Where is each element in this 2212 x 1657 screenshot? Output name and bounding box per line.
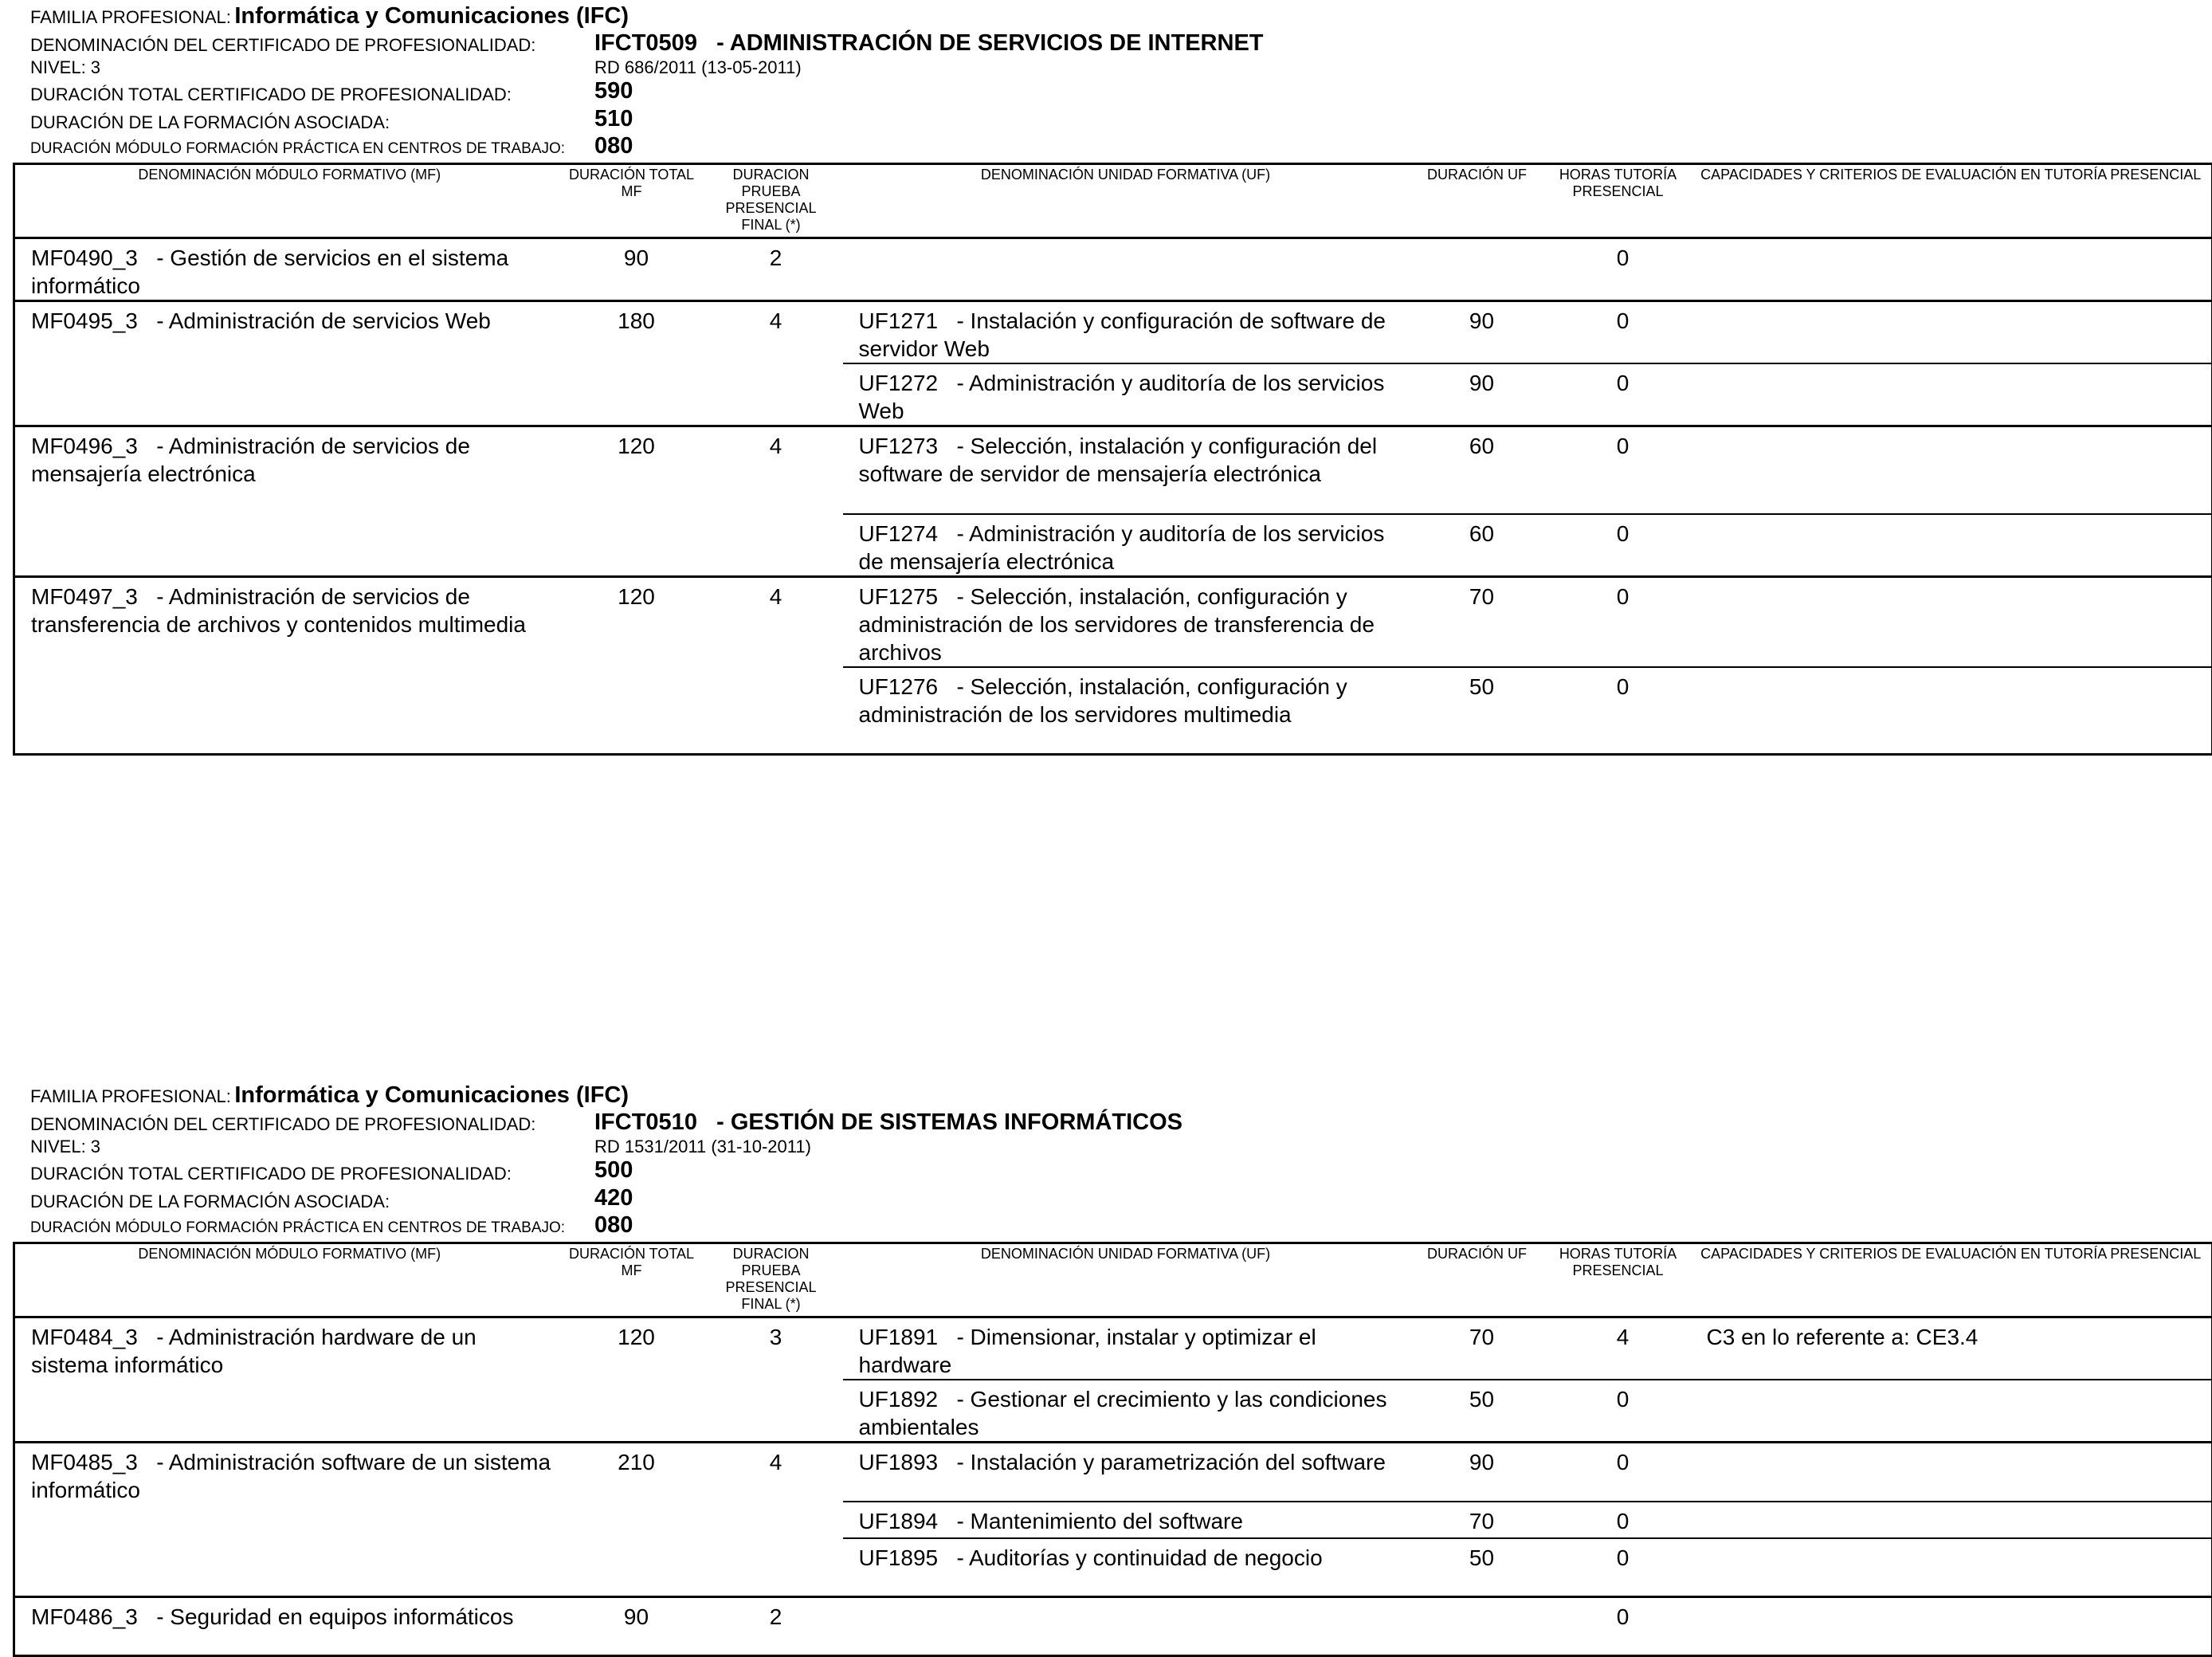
denominacion-value: IFCT0510 - GESTIÓN DE SISTEMAS INFORMÁTICOS [594,1109,1182,1135]
horas-cell: 0 [1546,1597,1691,1656]
uf-cell: UF1895 - Auditorías y continuidad de negocio [843,1538,1409,1597]
capacidades-cell [1691,238,2212,301]
familia-value: Informática y Comunicaciones (IFC) [234,3,629,29]
table-row [14,301,2212,364]
denominacion-value: IFCT0509 - ADMINISTRACIÓN DE SERVICIOS DE INTERNET [594,30,1264,56]
duracion-formacion-value: 420 [594,1185,633,1211]
prueba-cell: 2 [700,238,843,301]
table-row [14,426,2212,514]
header-uf: DENOMINACIÓN UNIDAD FORMATIVA (UF) [843,1243,1409,1317]
table-header-row [14,164,2212,238]
prueba-cell: 4 [700,1443,843,1597]
denominacion-label: DENOMINACIÓN DEL CERTIFICADO DE PROFESIONALIDAD: [30,1114,536,1134]
horas-cell: 0 [1546,238,1691,301]
mf-cell: MF0490_3 - Gestión de servicios en el sistema informático [14,238,564,301]
duracion-mf-cell: 210 [564,1443,700,1597]
duracion-uf-cell: 60 [1409,514,1546,577]
modules-table [13,163,2212,756]
duracion-uf-cell: 70 [1409,1317,1546,1380]
prueba-cell: 3 [700,1317,843,1443]
horas-cell: 0 [1546,301,1691,364]
horas-cell: 0 [1546,426,1691,514]
duracion-formacion-label: DURACIÓN DE LA FORMACIÓN ASOCIADA: [30,112,390,132]
uf-cell: UF1892 - Gestionar el crecimiento y las condiciones ambientales [843,1380,1409,1443]
duracion-uf-cell: 70 [1409,1502,1546,1538]
duracion-uf-cell: 50 [1409,1380,1546,1443]
capacidades-cell [1691,1538,2212,1597]
duracion-uf-cell: 90 [1409,363,1546,426]
capacidades-cell [1691,1597,2212,1656]
header-mf: DENOMINACIÓN MÓDULO FORMATIVO (MF) [14,1243,564,1317]
rd-value: RD 1531/2011 (31-10-2011) [594,1137,811,1156]
uf-cell: UF1893 - Instalación y parametrización del software [843,1443,1409,1502]
prueba-cell: 4 [700,426,843,577]
mf-cell: MF0486_3 - Seguridad en equipos informáticos [14,1597,564,1656]
capacidades-cell [1691,363,2212,426]
nivel-label: NIVEL: 3 [30,57,101,77]
capacidades-cell [1691,1443,2212,1502]
capacidades-cell: C3 en lo referente a: CE3.4 [1691,1317,2212,1380]
header-duracion-mf: DURACIÓN TOTAL MF [564,1243,700,1317]
familia-line [30,1082,629,1109]
uf-cell: UF1274 - Administración y auditoría de los servicios de mensajería electrónica [843,514,1409,577]
header-capacidades: CAPACIDADES Y CRITERIOS DE EVALUACIÓN EN TUTORÍA PRESENCIAL [1691,164,2212,238]
familia-line [30,3,629,29]
table-row [14,238,2212,301]
horas-cell: 0 [1546,576,1691,667]
uf-cell: UF1276 - Selección, instalación, configuración y administración de los servidores multimedia [843,667,1409,755]
horas-cell: 0 [1546,667,1691,755]
duracion-formacion-label: DURACIÓN DE LA FORMACIÓN ASOCIADA: [30,1192,390,1211]
duracion-mf-cell: 90 [564,1597,700,1656]
duracion-mf-cell: 180 [564,301,700,426]
duracion-uf-cell: 90 [1409,1443,1546,1502]
duracion-practica-value: 080 [594,1212,633,1238]
familia-value: Informática y Comunicaciones (IFC) [234,1082,629,1108]
duracion-mf-cell: 120 [564,576,700,755]
duracion-total-value: 590 [594,78,633,104]
uf-cell: UF1271 - Instalación y configuración de software de servidor Web [843,301,1409,364]
certificate-header [13,1082,2211,1242]
duracion-uf-cell: 70 [1409,576,1546,667]
mf-cell: MF0497_3 - Administración de servicios de transferencia de archivos y contenidos multimedia [14,576,564,755]
duracion-uf-cell: 90 [1409,301,1546,364]
table-row [14,1443,2212,1502]
header-horas: HORAS TUTORÍA PRESENCIAL [1546,1243,1691,1317]
duracion-practica-label: DURACIÓN MÓDULO FORMACIÓN PRÁCTICA EN CENTROS DE TRABAJO: [30,140,566,157]
header-duracion-uf: DURACIÓN UF [1409,1243,1546,1317]
duracion-practica-value: 080 [594,133,633,159]
horas-cell: 0 [1546,1538,1691,1597]
capacidades-cell [1691,667,2212,755]
horas-cell: 4 [1546,1317,1691,1380]
header-duracion-uf: DURACIÓN UF [1409,164,1546,238]
capacidades-cell [1691,1502,2212,1538]
header-prueba: DURACION PRUEBA PRESENCIAL FINAL (*) [700,164,843,238]
uf-cell: UF1894 - Mantenimiento del software [843,1502,1409,1538]
mf-cell: MF0485_3 - Administración software de un sistema informático [14,1443,564,1597]
certificate-2 [13,1082,2211,1657]
duracion-uf-cell: 50 [1409,667,1546,755]
table-row [14,1597,2212,1656]
capacidades-cell [1691,1380,2212,1443]
horas-cell: 0 [1546,1502,1691,1538]
mf-cell: MF0484_3 - Administración hardware de un sistema informático [14,1317,564,1443]
header-uf: DENOMINACIÓN UNIDAD FORMATIVA (UF) [843,164,1409,238]
prueba-cell: 4 [700,301,843,426]
duracion-mf-cell: 90 [564,238,700,301]
duracion-uf-cell [1409,238,1546,301]
uf-cell: UF1273 - Selección, instalación y configuración del software de servidor de mensajería electrónica [843,426,1409,514]
duracion-uf-cell: 50 [1409,1538,1546,1597]
uf-cell [843,1597,1409,1656]
nivel-label: NIVEL: 3 [30,1137,101,1156]
certificate-header [13,3,2211,163]
familia-label: FAMILIA PROFESIONAL: [30,7,231,27]
duracion-formacion-value: 510 [594,106,633,132]
duracion-practica-label: DURACIÓN MÓDULO FORMACIÓN PRÁCTICA EN CENTROS DE TRABAJO: [30,1219,566,1236]
capacidades-cell [1691,301,2212,364]
horas-cell: 0 [1546,363,1691,426]
table-header-row [14,1243,2212,1317]
duracion-total-label: DURACIÓN TOTAL CERTIFICADO DE PROFESIONALIDAD: [30,1164,512,1184]
table-row [14,576,2212,667]
uf-cell [843,238,1409,301]
uf-cell: UF1275 - Selección, instalación, configuración y administración de los servidores de transferencia de archivos [843,576,1409,667]
mf-cell: MF0495_3 - Administración de servicios Web [14,301,564,426]
table-row [14,1317,2212,1380]
certificate-1 [13,3,2211,756]
duracion-uf-cell [1409,1597,1546,1656]
horas-cell: 0 [1546,1380,1691,1443]
duracion-mf-cell: 120 [564,1317,700,1443]
familia-label: FAMILIA PROFESIONAL: [30,1086,231,1106]
capacidades-cell [1691,514,2212,577]
uf-cell: UF1272 - Administración y auditoría de los servicios Web [843,363,1409,426]
duracion-mf-cell: 120 [564,426,700,577]
duracion-total-value: 500 [594,1157,633,1183]
header-duracion-mf: DURACIÓN TOTAL MF [564,164,700,238]
horas-cell: 0 [1546,1443,1691,1502]
header-mf: DENOMINACIÓN MÓDULO FORMATIVO (MF) [14,164,564,238]
prueba-cell: 2 [700,1597,843,1656]
uf-cell: UF1891 - Dimensionar, instalar y optimizar el hardware [843,1317,1409,1380]
header-horas: HORAS TUTORÍA PRESENCIAL [1546,164,1691,238]
rd-value: RD 686/2011 (13-05-2011) [594,57,802,77]
capacidades-cell [1691,426,2212,514]
mf-cell: MF0496_3 - Administración de servicios de mensajería electrónica [14,426,564,577]
duracion-uf-cell: 60 [1409,426,1546,514]
denominacion-label: DENOMINACIÓN DEL CERTIFICADO DE PROFESIONALIDAD: [30,35,536,55]
duracion-total-label: DURACIÓN TOTAL CERTIFICADO DE PROFESIONALIDAD: [30,84,512,104]
horas-cell: 0 [1546,514,1691,577]
modules-table [13,1242,2212,1657]
prueba-cell: 4 [700,576,843,755]
capacidades-cell [1691,576,2212,667]
header-prueba: DURACION PRUEBA PRESENCIAL FINAL (*) [700,1243,843,1317]
header-capacidades: CAPACIDADES Y CRITERIOS DE EVALUACIÓN EN TUTORÍA PRESENCIAL [1691,1243,2212,1317]
